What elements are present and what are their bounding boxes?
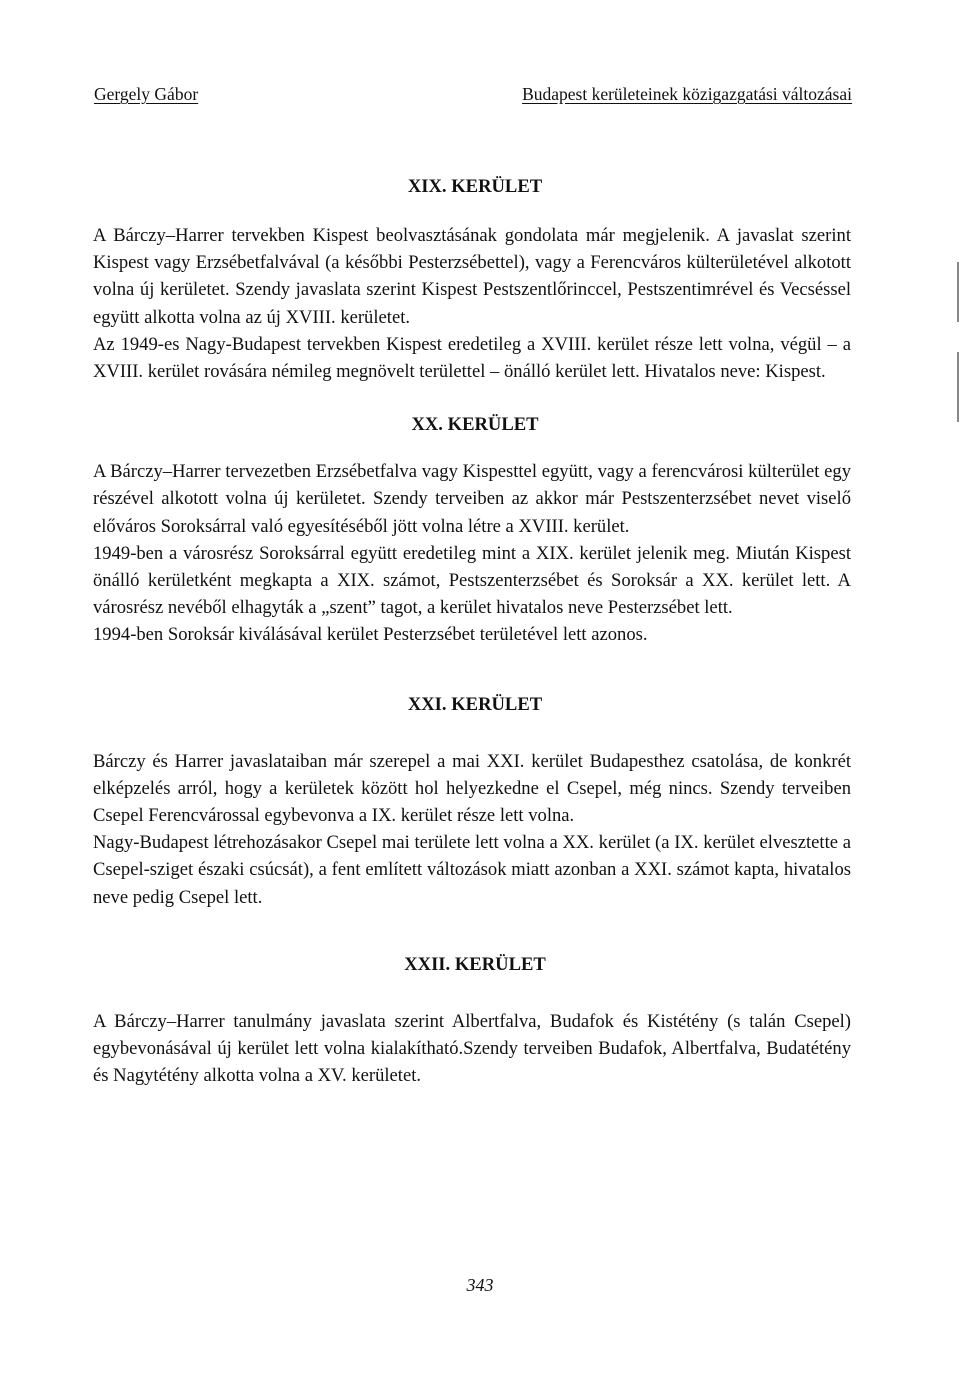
page-number: 343 <box>466 1275 494 1295</box>
paragraph: A Bárczy–Harrer tanulmány javaslata szerint Albertfalva, Budafok és Kistétény (s talán Csepel) egybevonásával új kerület lett volna kialakítható.Szendy terveiben Budafok, Albertfalva, Budatétény és Nagytétény alkotta volna a XV. kerületet. <box>93 1010 851 1087</box>
section-heading-xix: XIX. KERÜLET <box>407 176 543 197</box>
paragraph: Az 1949-es Nagy-Budapest tervekben Kispest eredetileg a XVIII. kerület része lett volna, végül – a XVIII. kerület rovására némileg megnövelt területtel – önálló kerület lett. Hivatalos neve: Kispest. <box>93 333 851 383</box>
header-author: Gergely Gábor <box>94 84 199 104</box>
paragraph: 1994-ben Soroksár kiválásával kerület Pesterzsébet területével lett azonos. <box>93 624 648 646</box>
scan-edge-mark <box>957 352 959 422</box>
section-heading-xxii: XXII. KERÜLET <box>404 953 546 975</box>
section-heading-xx: XX. KERÜLET <box>411 414 539 436</box>
header-title: Budapest kerületeinek közigazgatási változásai <box>522 84 852 104</box>
paragraph: Nagy-Budapest létrehozásakor Csepel mai területe lett volna a XX. kerület (a IX. kerület elvesztette a Csepel-sziget északi csúcsát), a fent említett változások miatt azonban a XXI. számot kapta, hivatalos neve pedig Csepel lett. <box>93 832 851 908</box>
section-heading-xxi: XXI. KERÜLET <box>407 693 543 715</box>
page-body <box>93 173 851 1089</box>
scan-edge-mark <box>957 262 959 322</box>
paragraph: A Bárczy–Harrer tervezetben Erzsébetfalva vagy Kispesttel együtt, vagy a ferencvárosi külterület egy részével alkotott volna új kerületet. Szendy terveiben az akkor már Pestszenterzsébet nevet viselő előváros Soroksárral való egyesítéséből jött volna létre a XVIII. kerület. <box>93 461 851 537</box>
running-header <box>94 82 852 106</box>
paragraph: A Bárczy–Harrer tervekben Kispest beolvasztásának gondolata már megjelenik. A javaslat szerint Kispest vagy Erzsébetfalvával (a későbbi Pesterzsébettel), vagy a Ferencváros külterületével alkotott volna új kerületet. Szendy javaslata szerint Kispest Pestszentlőrinccel, Pestszentimrével és Vecséssel együtt alkotta volna az új XVIII. kerületet. <box>93 225 851 328</box>
paragraph: Bárczy és Harrer javaslataiban már szerepel a mai XXI. kerület Budapesthez csatolása, de konkrét elképzelés arról, hogy a kerületek között hol helyezkedne el Csepel, még nincs. Szendy terveiben Csepel Ferencvárossal egybevonva a IX. kerület része lett volna. <box>93 750 851 827</box>
paragraph: 1949-ben a városrész Soroksárral együtt eredetileg mint a XIX. kerület jelenik meg. Miután Kispest önálló kerületként megkapta a XIX. számot, Pestszenterzsébet és Soroksár a XX. kerület lett. A városrész nevéből elhagyták a „szent” tagot, a kerület hivatalos neve Pesterzsébet lett. <box>93 542 851 619</box>
